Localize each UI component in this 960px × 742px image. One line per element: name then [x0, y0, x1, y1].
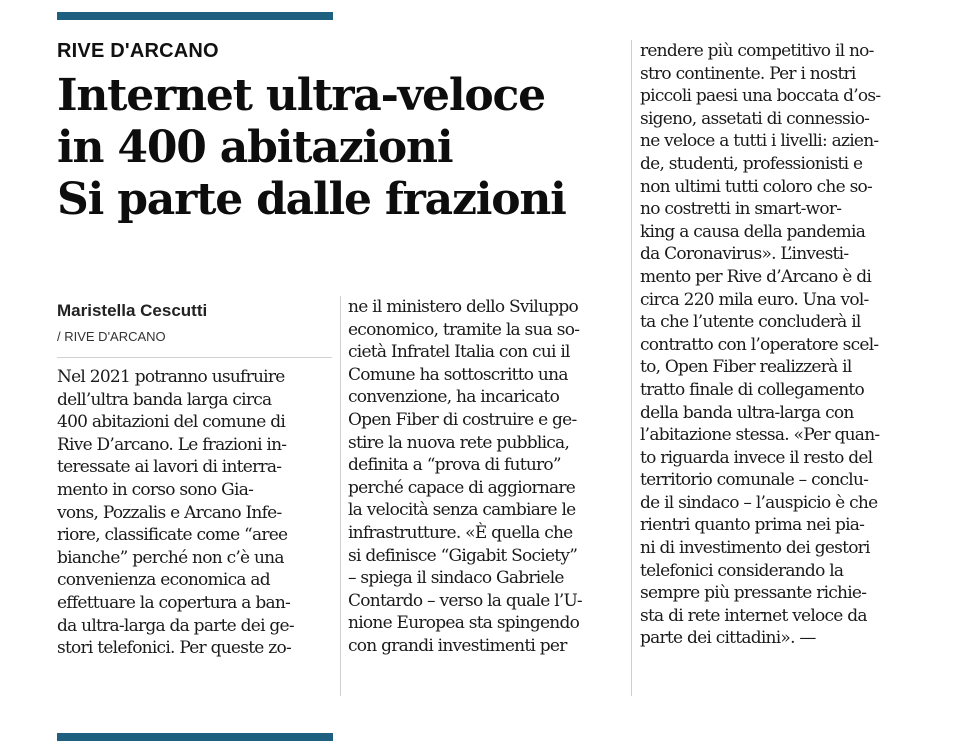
body-text-line: nione Europea sta spingendo [348, 613, 580, 634]
body-text-line: no costretti in smart-wor- [640, 199, 842, 220]
column-divider [631, 40, 632, 696]
body-text-line: teressate ai lavori di interra- [57, 457, 282, 478]
body-text-line: la velocità senza cambiare le [348, 500, 576, 521]
body-text-line: de, studenti, professionisti e [640, 153, 863, 174]
author-byline: Maristella Cescutti [57, 301, 208, 320]
body-column-1 [57, 366, 333, 660]
body-text-line: effettuare la copertura a ban- [57, 592, 291, 613]
body-text-line: parte dei cittadini». — [640, 628, 816, 649]
dateline: / RIVE D'ARCANO [57, 329, 166, 344]
body-text-line: ne veloce a tutti i livelli: azien- [640, 131, 879, 152]
body-column-3 [640, 40, 912, 650]
headline [57, 70, 617, 226]
body-text-line: da Coronavirus». L’investi- [640, 244, 849, 265]
body-text-line: mento per Rive d’Arcano è di [640, 266, 872, 287]
body-text-line: definita a “prova di futuro” [348, 455, 561, 476]
body-text-line: to, Open Fiber realizzerà il [640, 357, 852, 378]
body-text-line: non ultimi tutti coloro che so- [640, 176, 873, 197]
body-column-2 [348, 296, 624, 658]
headline-line: Internet ultra-veloce [57, 70, 545, 121]
body-text-line: con grandi investimenti per [348, 635, 567, 656]
body-text-line: infrastrutture. «È quella che [348, 522, 573, 543]
body-text-line: to riguarda invece il resto del [640, 447, 873, 468]
body-text-line: cietà Infratel Italia con cui il [348, 342, 570, 363]
body-text-line: Rive D’arcano. Le frazioni in- [57, 434, 287, 455]
body-text-line: sta di rete internet veloce da [640, 605, 867, 626]
body-text-line: mento in corso sono Gia- [57, 479, 254, 500]
body-text-line: – spiega il sindaco Gabriele [348, 568, 564, 589]
headline-line: Si parte dalle frazioni [57, 174, 566, 225]
body-text-line: della banda ultra-larga con [640, 402, 854, 423]
kicker: RIVE D'ARCANO [57, 40, 219, 62]
body-text-line: l’abitazione stessa. «Per quan- [640, 425, 880, 446]
body-text-line: ne il ministero dello Sviluppo [348, 297, 579, 317]
body-text-line: king a causa della pandemia [640, 221, 866, 242]
body-text-line: bianche” perché non c’è una [57, 547, 284, 568]
body-text-line: ta che l’utente concluderà il [640, 312, 861, 333]
body-text-line: Nel 2021 potranno usufruire [57, 367, 285, 387]
body-text-line: telefonici considerando la [640, 560, 844, 581]
body-text-line: da ultra-larga da parte dei ge- [57, 615, 294, 636]
body-text-line: territorio comunale – conclu- [640, 470, 869, 491]
body-text-line: tratto finale di collegamento [640, 379, 864, 400]
bottom-accent-bar [57, 733, 333, 741]
column-divider [340, 296, 341, 696]
body-text-line: stro continente. Per i nostri [640, 63, 856, 84]
body-text-line: economico, tramite la sua so- [348, 319, 580, 340]
body-text-line: sempre più pressante richie- [640, 583, 867, 604]
body-text-line: ni di investimento dei gestori [640, 538, 870, 559]
body-text-line: Contardo – verso la quale l’U- [348, 590, 582, 611]
body-text-line: Comune ha sottoscritto una [348, 364, 568, 385]
body-text-line: sigeno, assetati di connessio- [640, 108, 870, 129]
body-text-line: convenienza economica ad [57, 570, 270, 591]
body-text-line: rendere più competitivo il no- [640, 41, 874, 61]
body-text-line: rientri quanto prima nei pia- [640, 515, 865, 536]
body-text-line: perché capace di aggiornare [348, 477, 576, 498]
body-text-line: contratto con l’operatore scel- [640, 334, 879, 355]
top-accent-bar [57, 12, 333, 20]
body-text-line: piccoli paesi una boccata d’os- [640, 86, 881, 107]
body-text-line: dell’ultra banda larga circa [57, 389, 272, 410]
byline-rule [57, 357, 332, 358]
body-text-line: circa 220 mila euro. Una vol- [640, 289, 869, 310]
body-text-line: si definisce “Gigabit Society” [348, 545, 578, 566]
body-text-line: stire la nuova rete pubblica, [348, 432, 570, 453]
body-text-line: Open Fiber di costruire e ge- [348, 409, 577, 430]
body-text-line: convenzione, ha incaricato [348, 387, 560, 408]
body-text-line: de il sindaco – l’auspicio è che [640, 492, 878, 513]
body-text-line: riore, classificate come “aree [57, 525, 288, 546]
body-text-line: 400 abitazioni del comune di [57, 412, 286, 433]
body-text-line: stori telefonici. Per queste zo- [57, 638, 291, 659]
body-text-line: vons, Pozzalis e Arcano Infe- [57, 502, 282, 523]
headline-line: in 400 abitazioni [57, 122, 453, 173]
